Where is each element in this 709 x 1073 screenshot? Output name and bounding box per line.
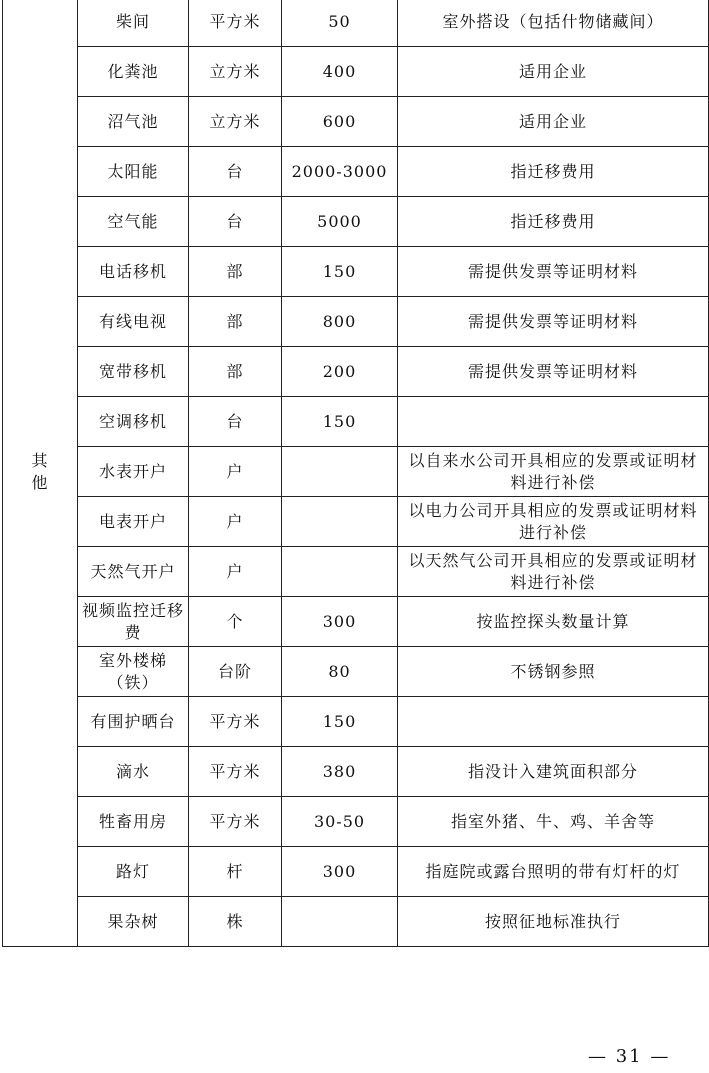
unit-cell: 平方米 bbox=[189, 797, 282, 847]
table-row bbox=[3, 747, 709, 797]
unit-cell: 个 bbox=[189, 597, 282, 647]
note-cell: 室外搭设（包括什物储藏间） bbox=[398, 0, 709, 47]
unit-cell: 台 bbox=[189, 397, 282, 447]
price-cell: 30-50 bbox=[282, 797, 398, 847]
item-cell: 有围护晒台 bbox=[78, 697, 189, 747]
price-cell bbox=[282, 897, 398, 947]
note-cell: 以天然气公司开具相应的发票或证明材料进行补偿 bbox=[398, 547, 709, 597]
price-cell: 50 bbox=[282, 0, 398, 47]
item-cell: 化粪池 bbox=[78, 47, 189, 97]
table-row bbox=[3, 97, 709, 147]
item-cell: 有线电视 bbox=[78, 297, 189, 347]
note-cell: 需提供发票等证明材料 bbox=[398, 347, 709, 397]
item-cell: 水表开户 bbox=[78, 447, 189, 497]
price-cell: 150 bbox=[282, 397, 398, 447]
unit-cell: 户 bbox=[189, 447, 282, 497]
price-cell bbox=[282, 497, 398, 547]
table-row bbox=[3, 597, 709, 647]
unit-cell: 平方米 bbox=[189, 697, 282, 747]
table-row bbox=[3, 897, 709, 947]
unit-cell: 部 bbox=[189, 247, 282, 297]
table-row bbox=[3, 297, 709, 347]
note-cell: 指迁移费用 bbox=[398, 197, 709, 247]
unit-cell: 杆 bbox=[189, 847, 282, 897]
note-cell: 指室外猪、牛、鸡、羊舍等 bbox=[398, 797, 709, 847]
table-row bbox=[3, 347, 709, 397]
price-cell: 800 bbox=[282, 297, 398, 347]
table-row bbox=[3, 447, 709, 497]
item-cell: 路灯 bbox=[78, 847, 189, 897]
table-row bbox=[3, 197, 709, 247]
item-cell: 牲畜用房 bbox=[78, 797, 189, 847]
note-cell: 按监控探头数量计算 bbox=[398, 597, 709, 647]
price-cell bbox=[282, 447, 398, 497]
note-cell: 不锈钢参照 bbox=[398, 647, 709, 697]
price-cell: 80 bbox=[282, 647, 398, 697]
unit-cell: 立方米 bbox=[189, 97, 282, 147]
note-cell: 指迁移费用 bbox=[398, 147, 709, 197]
price-cell: 5000 bbox=[282, 197, 398, 247]
unit-cell: 平方米 bbox=[189, 0, 282, 47]
item-cell: 沼气池 bbox=[78, 97, 189, 147]
item-cell: 天然气开户 bbox=[78, 547, 189, 597]
price-cell: 300 bbox=[282, 847, 398, 897]
item-cell: 空气能 bbox=[78, 197, 189, 247]
note-cell: 以自来水公司开具相应的发票或证明材料进行补偿 bbox=[398, 447, 709, 497]
unit-cell: 台 bbox=[189, 197, 282, 247]
price-cell: 2000-3000 bbox=[282, 147, 398, 197]
item-cell: 视频监控迁移费 bbox=[78, 597, 189, 647]
item-cell: 空调移机 bbox=[78, 397, 189, 447]
item-cell: 室外楼梯（铁） bbox=[78, 647, 189, 697]
unit-cell: 平方米 bbox=[189, 747, 282, 797]
table-row bbox=[3, 797, 709, 847]
table-row bbox=[3, 497, 709, 547]
note-cell: 适用企业 bbox=[398, 47, 709, 97]
category-cell: 其 他 bbox=[3, 0, 78, 947]
table-row bbox=[3, 547, 709, 597]
unit-cell: 株 bbox=[189, 897, 282, 947]
note-cell: 需提供发票等证明材料 bbox=[398, 297, 709, 347]
unit-cell: 台阶 bbox=[189, 647, 282, 697]
page-number: — 31 — bbox=[588, 1046, 671, 1067]
price-cell: 150 bbox=[282, 247, 398, 297]
unit-cell: 部 bbox=[189, 347, 282, 397]
table-row bbox=[3, 647, 709, 697]
item-cell: 果杂树 bbox=[78, 897, 189, 947]
unit-cell: 台 bbox=[189, 147, 282, 197]
item-cell: 电话移机 bbox=[78, 247, 189, 297]
table-row bbox=[3, 147, 709, 197]
price-cell bbox=[282, 547, 398, 597]
unit-cell: 立方米 bbox=[189, 47, 282, 97]
unit-cell: 户 bbox=[189, 497, 282, 547]
note-cell: 指庭院或露台照明的带有灯杆的灯 bbox=[398, 847, 709, 897]
table-row bbox=[3, 47, 709, 97]
item-cell: 柴间 bbox=[78, 0, 189, 47]
note-cell: 以电力公司开具相应的发票或证明材料进行补偿 bbox=[398, 497, 709, 547]
note-cell bbox=[398, 697, 709, 747]
table-row bbox=[3, 0, 709, 47]
price-cell: 150 bbox=[282, 697, 398, 747]
unit-cell: 户 bbox=[189, 547, 282, 597]
note-cell bbox=[398, 397, 709, 447]
note-cell: 指没计入建筑面积部分 bbox=[398, 747, 709, 797]
table-row bbox=[3, 847, 709, 897]
price-cell: 400 bbox=[282, 47, 398, 97]
item-cell: 滴水 bbox=[78, 747, 189, 797]
price-cell: 200 bbox=[282, 347, 398, 397]
table-row bbox=[3, 247, 709, 297]
price-cell: 600 bbox=[282, 97, 398, 147]
table-row bbox=[3, 697, 709, 747]
table-row bbox=[3, 397, 709, 447]
note-cell: 需提供发票等证明材料 bbox=[398, 247, 709, 297]
compensation-table bbox=[2, 0, 709, 947]
note-cell: 适用企业 bbox=[398, 97, 709, 147]
item-cell: 太阳能 bbox=[78, 147, 189, 197]
note-cell: 按照征地标准执行 bbox=[398, 897, 709, 947]
table-body bbox=[3, 0, 709, 947]
price-cell: 380 bbox=[282, 747, 398, 797]
price-cell: 300 bbox=[282, 597, 398, 647]
unit-cell: 部 bbox=[189, 297, 282, 347]
item-cell: 电表开户 bbox=[78, 497, 189, 547]
item-cell: 宽带移机 bbox=[78, 347, 189, 397]
